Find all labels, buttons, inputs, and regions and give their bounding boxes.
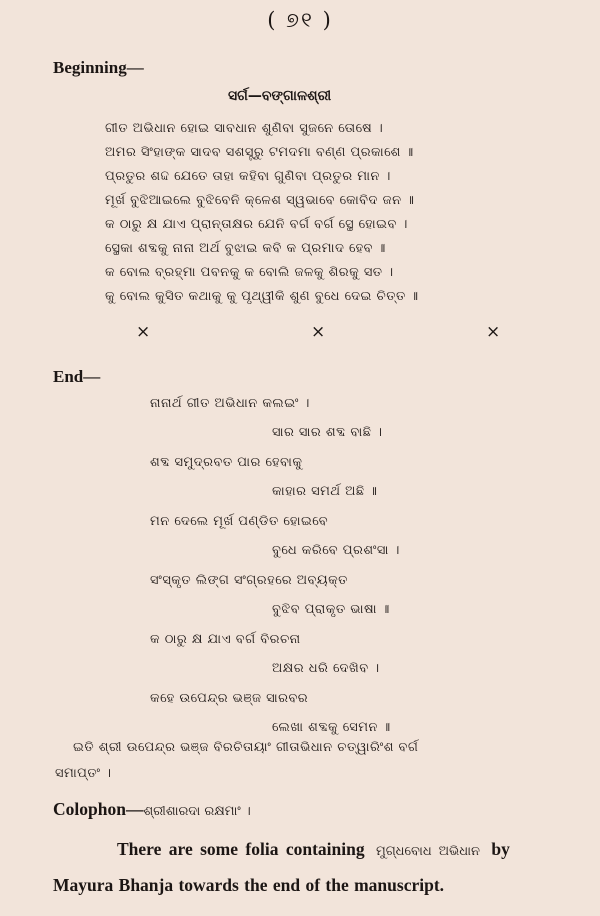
beginning-line: ପ୍ରତୁର ଶଦ୍ଦ ଯେତେ ତାହା କହିବା ଗୁଣିବା ପ୍ରତୁର ମାନ ।	[105, 169, 391, 184]
end-line: କହେ ଉପେନ୍ଦ୍ର ଭଞ୍ଜ ସାରବର	[150, 691, 309, 706]
page-number: ( ୭୧ )	[267, 8, 333, 32]
end-line: ବୁଧେ କରିବେ ପ୍ରଶଂସା ।	[272, 543, 400, 558]
end-line: ସାର ସାର ଶବ୍ଦ ବାଛି ।	[272, 425, 383, 440]
beginning-line: କ ଠାରୁ କ୍ଷ ଯାଏ ପ୍ରାନ୍ତାକ୍ଷର ଯେନି ବର୍ଗ ବର୍ଗ ସ୍ଥେ ହୋଇବ ।	[105, 217, 408, 232]
note-text: by	[491, 839, 510, 859]
note-odia-title: ମୁଗ୍ଧବୋଧ ଅଭିଧାନ	[375, 844, 480, 859]
note-line-1	[117, 839, 510, 860]
end-line: ମନ ଦେଲେ ମୂର୍ଖ ପଣ୍ଡିତ ହୋଇବେ	[150, 514, 329, 529]
end-line: ଅକ୍ଷର ଧରି ଦେଖିବ ।	[272, 661, 380, 676]
beginning-line: ଗୀତ ଅଭିଧାନ ହୋଇ ସାବଧାନ ଶୁଣିବା ସୁଜନେ ତୋଷେ ।	[105, 121, 384, 136]
end-line: ନାନାର୍ଥ ଗୀତ ଅଭିଧାନ କଲଇଂ ।	[150, 396, 310, 411]
colophon-label: Colophon	[53, 799, 126, 819]
colophon-text: ଶ୍ରୀଶାରଦା ରକ୍ଷମାଂ ।	[143, 804, 251, 819]
beginning-line: ଅମର ସିଂହାଙ୍କ ସାଦବ ସଶସ୍ତ୍ରୁ ଟମଦମା ବଣ୍ଣ ପ୍ରକାଶେ ॥	[105, 145, 414, 160]
end-heading: End—	[53, 367, 101, 386]
beginning-line: କ ବୋଲ ବ୍ରହ୍ମା ପବନକୁ କ ବୋଲି ଜଳକୁ ଶିରକୁ ସତ ।	[105, 265, 394, 280]
cross-mark: ×	[311, 322, 326, 342]
beginning-line: କୁ ବୋଲ କୁସିତ କଥାକୁ କୁ ପୃଥ୍ୱୀକି ଶୁଣ ବୁଧେ ଦେଇ ଚିତ୍ତ ॥	[105, 289, 419, 304]
beginning-line: ସ୍ଥେକା ଶବ୍ଦକୁ ନାନା ଅର୍ଥ ବୁଝାଇ କବି କ ପ୍ରମାଦ ହେବ ॥	[105, 241, 386, 256]
colophon-dash: —	[125, 799, 144, 819]
colophon-row	[53, 799, 251, 820]
end-colophon-line: ଇତି ଶ୍ରୀ ଉପେନ୍ଦ୍ର ଭଞ୍ଜ ବିରଚିତାୟାଂ ଗୀତାଭିଧାନ ଚତ୍ୱାରିଂଶ ବର୍ଗ	[73, 740, 419, 755]
end-line: ବୁଝିବ ପ୍ରାକୃତ ଭାଷା ॥	[272, 602, 390, 617]
note-line-2: Mayura Bhanja towards the end of the manuscript.	[53, 875, 445, 895]
note-text: There are some folia containing	[117, 839, 365, 859]
end-line: କ ଠାରୁ କ୍ଷ ଯାଏ ବର୍ଗ ବିରଚନା	[150, 632, 301, 647]
end-line: ସଂସ୍କୃତ ଲିଙ୍ଗ ସଂଗ୍ରହରେ ଅବ୍ୟକ୍ତ	[150, 573, 348, 588]
cross-mark: ×	[486, 322, 501, 342]
end-line: ଲେଖା ଶବ୍ଦକୁ ସେମନ ॥	[272, 720, 391, 735]
cross-mark: ×	[136, 322, 151, 342]
end-line: କାହାର ସମର୍ଥ ଅଛି ॥	[272, 484, 378, 499]
beginning-line: ମୂର୍ଖ ବୁଝିଆଇଲେ ବୁଝିବେନି କ୍ଳେଶ ସ୍ୱଭାବେ କୋବିଦ ଜନ ॥	[105, 193, 415, 208]
beginning-heading: Beginning—	[53, 58, 144, 77]
end-colophon-line: ସମାପ୍ତଂ ।	[55, 766, 112, 781]
end-line: ଶବ୍ଦ ସମୁଦ୍ରବତ ପାର ହେବାକୁ	[150, 455, 303, 470]
beginning-subheading: ସର୍ଗ—ବଙ୍ଗାଳଶ୍ରୀ	[228, 88, 332, 104]
